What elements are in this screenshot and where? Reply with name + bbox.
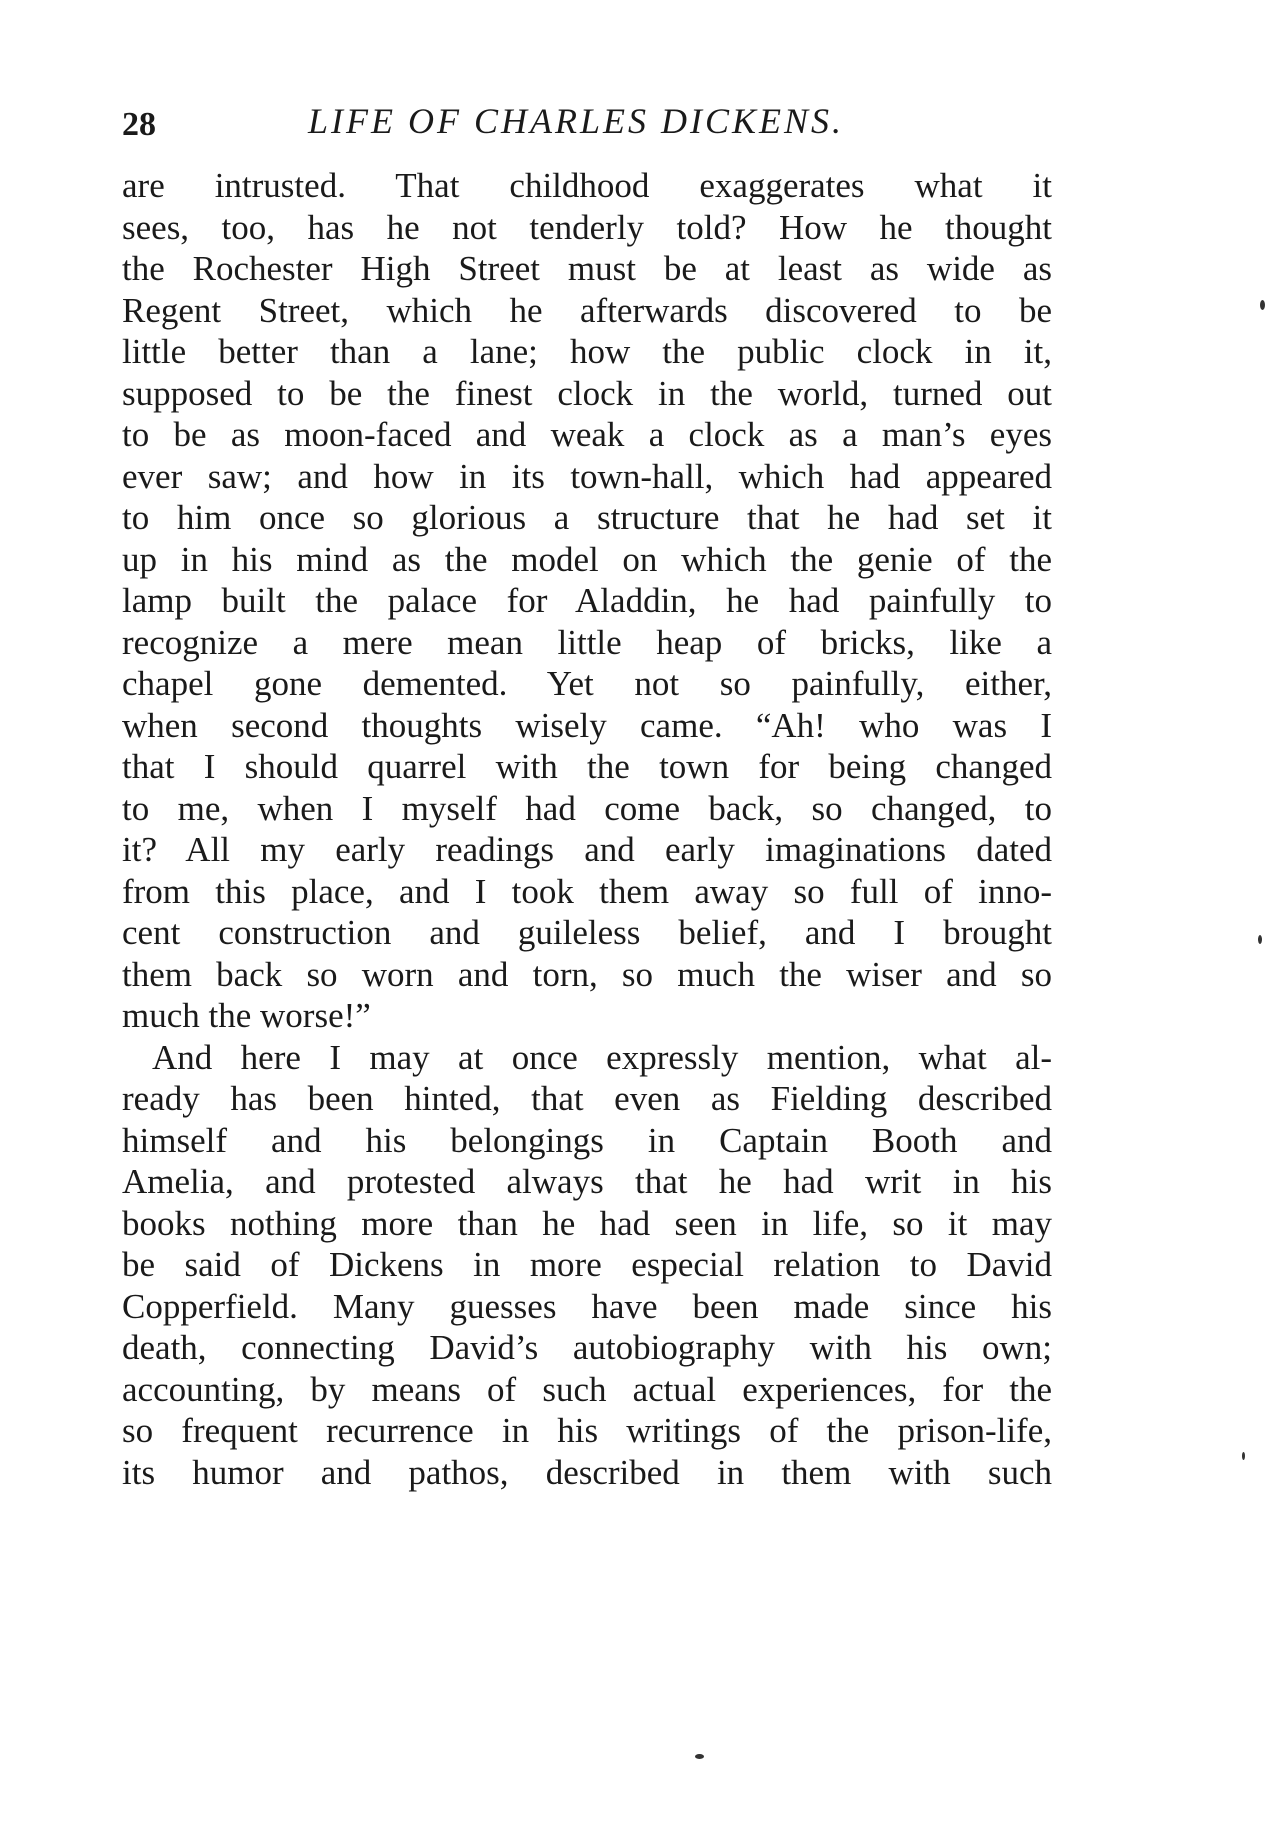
text-line: from this place, and I took them away so full of inno- — [122, 872, 1052, 911]
text-line: to me, when I myself had come back, so changed, to — [122, 789, 1052, 828]
text-line: them back so worn and torn, so much the wiser and so — [122, 955, 1052, 994]
page-number: 28 — [122, 106, 156, 143]
text-line: to him once so glorious a structure that he had set it — [122, 498, 1052, 537]
text-line: And here I may at once expressly mention, what al- — [152, 1038, 1052, 1077]
text-line: so frequent recurrence in his writings of the prison-life, — [122, 1411, 1052, 1450]
text-line: its humor and pathos, described in them with such — [122, 1453, 1052, 1492]
scan-speck — [1260, 300, 1265, 310]
text-line: death, connecting David’s autobiography with his own; — [122, 1328, 1052, 1367]
text-line: books nothing more than he had seen in life, so it may — [122, 1204, 1052, 1243]
text-line: little better than a lane; how the public clock in it, — [122, 332, 1052, 371]
text-line: Amelia, and protested always that he had writ in his — [122, 1162, 1052, 1201]
text-line: recognize a mere mean little heap of bricks, like a — [122, 623, 1052, 662]
text-line: be said of Dickens in more especial relation to David — [122, 1245, 1052, 1284]
text-line: up in his mind as the model on which the genie of the — [122, 540, 1052, 579]
text-line: Regent Street, which he afterwards discovered to be — [122, 291, 1052, 330]
text-line: sees, too, has he not tenderly told? How he thought — [122, 208, 1052, 247]
text-line: it? All my early readings and early imaginations dated — [122, 830, 1052, 869]
text-line: Copperfield. Many guesses have been made since his — [122, 1287, 1052, 1326]
text-line: supposed to be the finest clock in the world, turned out — [122, 374, 1052, 413]
text-line: chapel gone demented. Yet not so painfully, either, — [122, 664, 1052, 703]
text-line: cent construction and guileless belief, and I brought — [122, 913, 1052, 952]
scan-speck — [695, 1754, 704, 1759]
text-line: much the worse!” — [122, 996, 371, 1035]
text-line: accounting, by means of such actual experiences, for the — [122, 1370, 1052, 1409]
text-line: that I should quarrel with the town for being changed — [122, 747, 1052, 786]
text-line: himself and his belongings in Captain Booth and — [122, 1121, 1052, 1160]
scan-speck — [1242, 1452, 1245, 1460]
text-line: to be as moon-faced and weak a clock as a man’s eyes — [122, 415, 1052, 454]
scan-speck — [1258, 935, 1262, 944]
text-line: when second thoughts wisely came. “Ah! who was I — [122, 706, 1052, 745]
running-head: LIFE OF CHARLES DICKENS. — [308, 101, 844, 141]
text-line: the Rochester High Street must be at least as wide as — [122, 249, 1052, 288]
text-line: ready has been hinted, that even as Fielding described — [122, 1079, 1052, 1118]
text-line: ever saw; and how in its town-hall, which had appeared — [122, 457, 1052, 496]
text-line: are intrusted. That childhood exaggerates what it — [122, 166, 1052, 205]
text-line: lamp built the palace for Aladdin, he had painfully to — [122, 581, 1052, 620]
